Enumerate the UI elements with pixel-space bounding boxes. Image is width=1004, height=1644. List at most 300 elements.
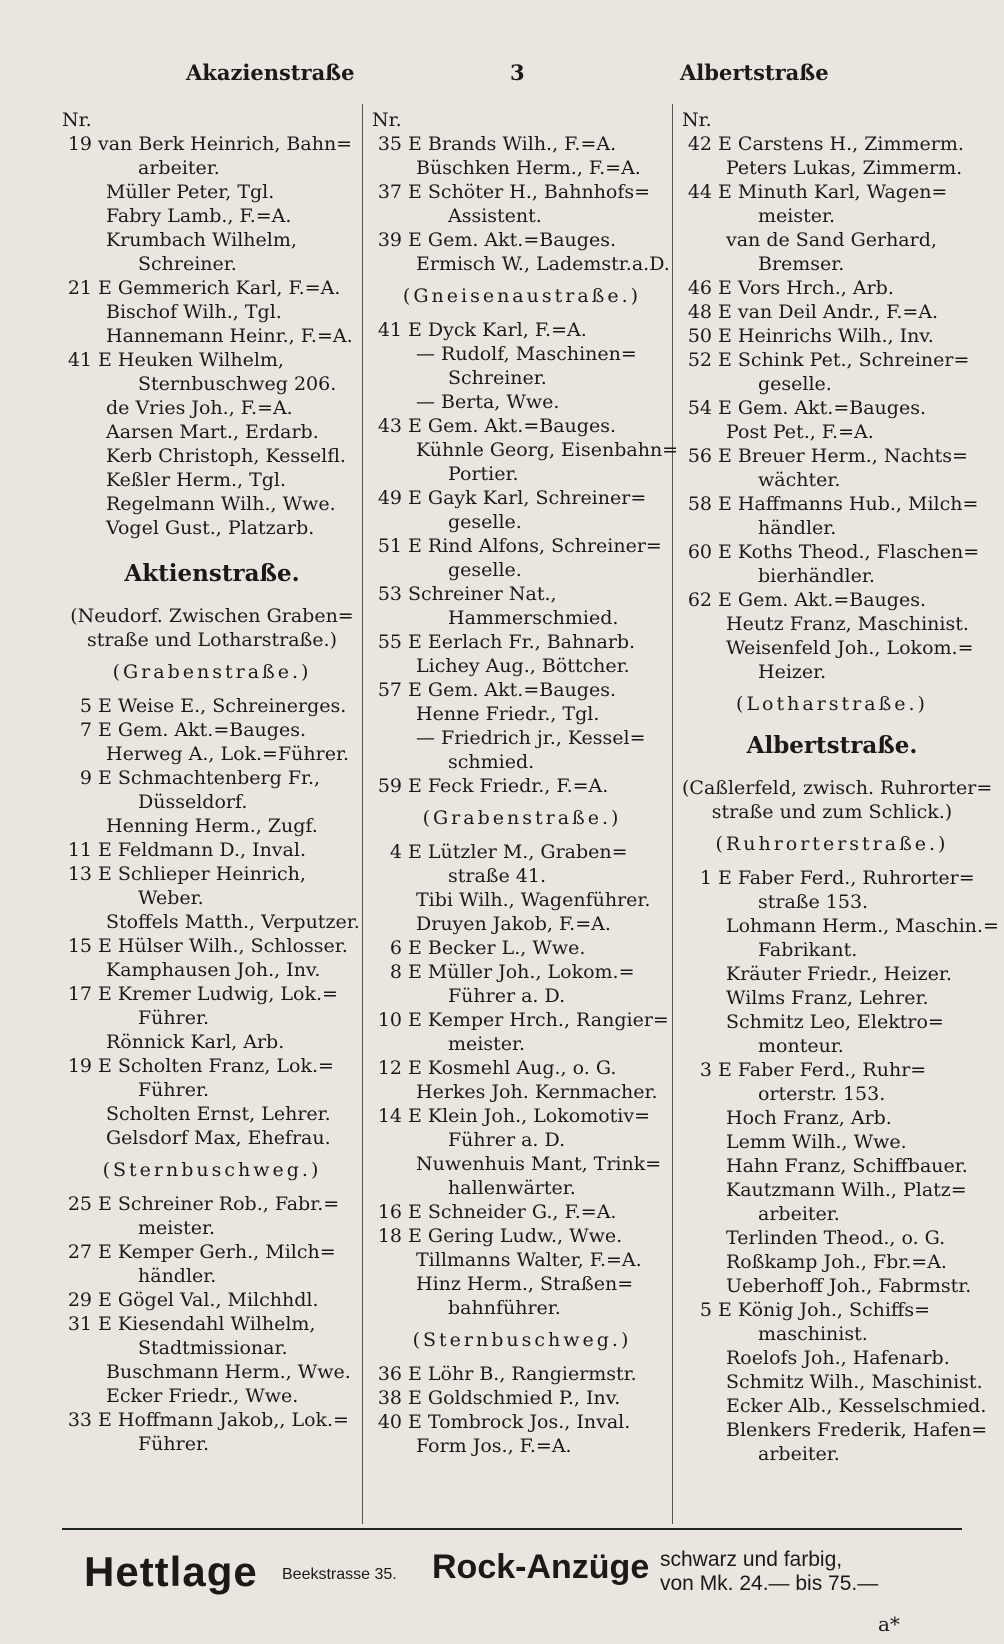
directory-line: [682, 420, 982, 444]
entry-text: Düsseldorf.: [138, 791, 248, 813]
entry-text: E Brands Wilh., F.=A.: [408, 133, 617, 155]
directory-line: [62, 1264, 362, 1288]
house-number: 46: [687, 277, 712, 299]
entry-text: Ueberhoff Joh., Fabrmstr.: [726, 1275, 972, 1297]
cross-street: [62, 652, 362, 694]
entry-text: straße 41.: [448, 865, 546, 887]
entry-text: E Becker L., Wwe.: [408, 937, 586, 959]
directory-line: [62, 348, 362, 372]
directory-line: [62, 276, 362, 300]
directory-line: [62, 790, 362, 814]
directory-line: [682, 914, 999, 938]
directory-line: [62, 420, 362, 444]
house-number: 42: [687, 133, 712, 155]
house-number: 48: [687, 301, 712, 323]
house-number: 33: [67, 1409, 92, 1431]
house-number: 6: [389, 937, 402, 959]
entry-text: (Grabenstraße.): [422, 807, 622, 829]
house-number: 16: [377, 1201, 402, 1223]
entry-text: E Faber Ferd., Ruhr=: [718, 1059, 927, 1081]
directory-line: [372, 510, 672, 534]
entry-text: Stadtmissionar.: [138, 1337, 288, 1359]
entry-text: E König Joh., Schiffs=: [718, 1299, 931, 1321]
house-number: 4: [389, 841, 402, 863]
entry-text: meister.: [448, 1033, 526, 1055]
entry-text: Schmitz Leo, Elektro=: [726, 1011, 944, 1033]
house-number: 10: [377, 1009, 402, 1031]
directory-line: [372, 342, 672, 366]
directory-line: [62, 1336, 362, 1360]
directory-line: [372, 156, 672, 180]
directory-line: [62, 862, 362, 886]
house-number: 58: [687, 493, 712, 515]
house-number: 53: [377, 583, 402, 605]
directory-line: [62, 838, 362, 862]
directory-line: [62, 132, 362, 156]
directory-line: [62, 694, 362, 718]
house-number: 14: [377, 1105, 402, 1127]
entry-text: Peters Lukas, Zimmerm.: [726, 157, 963, 179]
directory-line: [62, 444, 362, 468]
directory-line: [372, 366, 672, 390]
entry-text: Aktienstraße.: [124, 560, 300, 587]
entry-text: Weisenfeld Joh., Lokom.=: [726, 637, 974, 659]
entry-text: Kautzmann Wilh., Platz=: [726, 1179, 967, 1201]
directory-line: [682, 636, 982, 660]
entry-text: straße 153.: [758, 891, 869, 913]
directory-line: [682, 1394, 987, 1418]
directory-line: [682, 1130, 982, 1154]
entry-text: bierhändler.: [758, 565, 875, 587]
advert-brand: Hettlage: [84, 1548, 258, 1595]
house-number: 57: [377, 679, 402, 701]
entry-text: E Minuth Karl, Wagen=: [718, 181, 948, 203]
entry-text: Fabrikant.: [758, 939, 858, 961]
column-divider: [672, 104, 673, 1524]
entry-text: E Weise E., Schreinerges.: [98, 695, 347, 717]
entry-text: Regelmann Wilh., Wwe.: [106, 493, 336, 515]
directory-line: [372, 750, 672, 774]
entry-text: E Breuer Herm., Nachts=: [718, 445, 968, 467]
directory-line: [372, 1008, 672, 1032]
entry-text: Kerb Christoph, Kesselfl.: [106, 445, 346, 467]
section-title: [682, 726, 982, 776]
entry-text: Tillmanns Walter, F.=A.: [416, 1249, 642, 1271]
entry-text: E Tombrock Jos., Inval.: [408, 1411, 631, 1433]
house-number: 55: [377, 631, 402, 653]
entry-text: — Berta, Wwe.: [416, 391, 560, 413]
directory-line: [372, 1176, 672, 1200]
entry-text: Schreiner.: [448, 367, 547, 389]
entry-text: Herweg A., Lok.=Führer.: [106, 743, 349, 765]
directory-line: [372, 1272, 672, 1296]
entry-text: meister.: [138, 1217, 216, 1239]
entry-text: monteur.: [758, 1035, 844, 1057]
entry-text: Keßler Herm., Tgl.: [106, 469, 287, 491]
house-number: 5: [699, 1299, 712, 1321]
header-left-street: Akazienstraße: [186, 60, 355, 85]
column-1: [62, 108, 362, 1456]
entry-text: E Klein Joh., Lokomotiv=: [408, 1105, 651, 1127]
entry-text: Kühnle Georg, Eisenbahn=: [416, 439, 679, 461]
entry-text: E Müller Joh., Lokom.=: [408, 961, 635, 983]
entry-text: E Kemper Hrch., Rangier=: [408, 1009, 669, 1031]
entry-text: E Hoffmann Jakob,, Lok.=: [98, 1409, 349, 1431]
entry-text: Fabry Lamb., F.=A.: [106, 205, 292, 227]
entry-text: Aarsen Mart., Erdarb.: [106, 421, 319, 443]
directory-line: [682, 180, 982, 204]
entry-text: maschinist.: [758, 1323, 868, 1345]
advert-price-line1: schwarz und farbig,: [660, 1548, 843, 1571]
entry-text: Form Jos., F.=A.: [416, 1435, 572, 1457]
directory-line: [682, 962, 982, 986]
entry-text: E Schreiner Rob., Fabr.=: [98, 1193, 340, 1215]
directory-line: [372, 1128, 672, 1152]
entry-text: (Caßlerfeld, zwisch. Ruhrorter=: [682, 777, 993, 799]
directory-line: [62, 628, 362, 652]
house-number: 39: [377, 229, 402, 251]
directory-line: [62, 1288, 362, 1312]
house-number: 27: [67, 1241, 92, 1263]
house-number: 3: [699, 1059, 712, 1081]
entry-text: Führer.: [138, 1433, 210, 1455]
entry-text: Portier.: [448, 463, 519, 485]
entry-text: (Sternbuschweg.): [412, 1329, 632, 1351]
entry-text: van Berk Heinrich, Bahn=: [98, 133, 353, 155]
entry-text: Ermisch W., Lademstr.a.D.: [416, 253, 670, 275]
entry-text: Schmitz Wilh., Maschinist.: [726, 1371, 983, 1393]
entry-text: Terlinden Theod., o. G.: [726, 1227, 946, 1249]
house-number: 59: [377, 775, 402, 797]
advert-product: Rock-Anzüge: [432, 1548, 650, 1586]
entry-text: Führer a. D.: [448, 1129, 566, 1151]
house-number: 36: [377, 1363, 402, 1385]
entry-text: arbeiter.: [758, 1203, 840, 1225]
directory-line: [682, 1322, 982, 1346]
house-number: 56: [687, 445, 712, 467]
directory-line: [682, 1442, 982, 1466]
entry-text: Albertstraße.: [746, 732, 918, 759]
entry-text: Roßkamp Joh., Fbr.=A.: [726, 1251, 947, 1273]
entry-text: E Faber Ferd., Ruhrorter=: [718, 867, 975, 889]
house-number: 18: [377, 1225, 402, 1247]
directory-line: [682, 252, 982, 276]
cross-street: [372, 276, 672, 318]
cross-street: [682, 684, 982, 726]
entry-text: geselle.: [448, 559, 522, 581]
entry-text: E Haffmanns Hub., Milch=: [718, 493, 979, 515]
directory-line: [682, 986, 982, 1010]
directory-line: [372, 864, 672, 888]
directory-line: [372, 252, 672, 276]
advert-address: Beekstrasse 35.: [282, 1566, 397, 1583]
house-number: 17: [67, 983, 92, 1005]
directory-line: [62, 204, 362, 228]
directory-line: [372, 582, 672, 606]
directory-line: [682, 588, 982, 612]
entry-text: straße und Lotharstraße.): [87, 629, 337, 651]
entry-text: E Gem. Akt.=Bauges.: [718, 589, 926, 611]
house-number: 49: [377, 487, 402, 509]
entry-text: händler.: [138, 1265, 217, 1287]
entry-text: Weber.: [138, 887, 204, 909]
house-number: 13: [67, 863, 92, 885]
entry-text: Gelsdorf Max, Ehefrau.: [106, 1127, 331, 1149]
entry-text: (Sternbuschweg.): [102, 1159, 322, 1181]
directory-line: [372, 912, 672, 936]
house-number: 15: [67, 935, 92, 957]
directory-line: [682, 444, 982, 468]
entry-text: E Gering Ludw., Wwe.: [408, 1225, 623, 1247]
cross-street: [62, 1150, 362, 1192]
house-number: 8: [389, 961, 402, 983]
entry-text: — Friedrich jr., Kessel=: [416, 727, 646, 749]
directory-line: [682, 1226, 982, 1250]
column-3: [682, 108, 999, 1466]
directory-line: [62, 958, 362, 982]
entry-text: Buschmann Herm., Wwe.: [106, 1361, 351, 1383]
directory-line: [682, 348, 982, 372]
directory-line: [372, 936, 672, 960]
advert-price: [660, 1548, 878, 1596]
directory-line: [62, 1384, 362, 1408]
entry-text: Lohmann Herm., Maschin.=: [726, 915, 999, 937]
directory-line: [682, 1034, 982, 1058]
directory-line: [62, 742, 362, 766]
entry-text: Bremser.: [758, 253, 845, 275]
entry-text: (Gneisenaustraße.): [402, 285, 642, 307]
house-number: 38: [377, 1387, 402, 1409]
entry-text: Stoffels Matth., Verputzer.: [106, 911, 360, 933]
directory-line: [62, 156, 362, 180]
entry-text: Lemm Wilh., Wwe.: [726, 1131, 907, 1153]
entry-text: Nr.: [62, 109, 92, 131]
directory-line: [62, 886, 362, 910]
entry-text: Blenkers Frederik, Hafen=: [726, 1419, 988, 1441]
directory-line: [682, 660, 982, 684]
house-number: 43: [377, 415, 402, 437]
directory-line: [372, 1056, 672, 1080]
directory-line: [372, 1104, 672, 1128]
entry-text: E Feldmann D., Inval.: [98, 839, 306, 861]
entry-text: Post Pet., F.=A.: [726, 421, 874, 443]
directory-line: [682, 204, 982, 228]
entry-text: orterstr. 153.: [758, 1083, 886, 1105]
directory-line: [62, 1006, 362, 1030]
entry-text: arbeiter.: [758, 1443, 840, 1465]
entry-text: Vogel Gust., Platzarb.: [106, 517, 315, 539]
entry-text: E Heinrichs Wilh., Inv.: [718, 325, 934, 347]
directory-line: [372, 318, 672, 342]
entry-text: Assistent.: [448, 205, 542, 227]
cross-street: [372, 798, 672, 840]
directory-line: [62, 1192, 362, 1216]
directory-line: [372, 390, 672, 414]
entry-text: E Koths Theod., Flaschen=: [718, 541, 980, 563]
entry-text: (Grabenstraße.): [112, 661, 312, 683]
directory-line: [372, 414, 672, 438]
entry-text: Nuwenhuis Mant, Trink=: [416, 1153, 662, 1175]
entry-text: Hammerschmied.: [448, 607, 619, 629]
directory-line: [372, 1200, 672, 1224]
entry-text: meister.: [758, 205, 836, 227]
directory-line: [372, 204, 672, 228]
entry-text: E Heuken Wilhelm,: [98, 349, 284, 371]
directory-line: [682, 800, 982, 824]
directory-line: [62, 300, 362, 324]
entry-text: E Gem. Akt.=Bauges.: [408, 229, 616, 251]
house-number: 40: [377, 1411, 402, 1433]
directory-line: [372, 438, 679, 462]
directory-line: [372, 108, 672, 132]
house-number: 21: [67, 277, 92, 299]
cross-street: [682, 824, 982, 866]
entry-text: E Kosmehl Aug., o. G.: [408, 1057, 617, 1079]
entry-text: geselle.: [758, 373, 832, 395]
directory-line: [682, 1274, 982, 1298]
entry-text: Ecker Friedr., Wwe.: [106, 1385, 299, 1407]
directory-line: [62, 516, 362, 540]
directory-line: [62, 982, 362, 1006]
entry-text: Ecker Alb., Kesselschmied.: [726, 1395, 987, 1417]
directory-line: [372, 180, 672, 204]
directory-line: [372, 1248, 672, 1272]
entry-text: Roelofs Joh., Hafenarb.: [726, 1347, 950, 1369]
entry-text: Führer.: [138, 1007, 210, 1029]
directory-line: [682, 276, 982, 300]
directory-line: [372, 462, 672, 486]
entry-text: Hahn Franz, Schiffbauer.: [726, 1155, 968, 1177]
directory-line: [682, 938, 982, 962]
entry-text: E Schlieper Heinrich,: [98, 863, 306, 885]
directory-line: [372, 726, 672, 750]
entry-text: E Vors Hrch., Arb.: [718, 277, 894, 299]
directory-line: [682, 890, 982, 914]
directory-line: [682, 228, 982, 252]
directory-line: [682, 1010, 982, 1034]
entry-text: E Eerlach Fr., Bahnarb.: [408, 631, 636, 653]
entry-text: händler.: [758, 517, 837, 539]
entry-text: — Rudolf, Maschinen=: [416, 343, 637, 365]
entry-text: E Dyck Karl, F.=A.: [408, 319, 587, 341]
directory-line: [682, 612, 982, 636]
directory-line: [372, 132, 672, 156]
entry-text: Führer a. D.: [448, 985, 566, 1007]
entry-text: van de Sand Gerhard,: [726, 229, 937, 251]
house-number: 52: [687, 349, 712, 371]
entry-text: Scholten Ernst, Lehrer.: [106, 1103, 331, 1125]
house-number: 41: [67, 349, 92, 371]
directory-line: [372, 1080, 672, 1104]
entry-text: Schreiner.: [138, 253, 237, 275]
entry-text: (Lotharstraße.): [736, 693, 928, 715]
directory-line: [62, 1126, 362, 1150]
entry-text: E Kremer Ludwig, Lok.=: [98, 983, 338, 1005]
entry-text: Hannemann Heinr., F.=A.: [106, 325, 353, 347]
house-number: 60: [687, 541, 712, 563]
directory-line: [372, 702, 672, 726]
entry-text: E Feck Friedr., F.=A.: [408, 775, 609, 797]
directory-line: [372, 486, 672, 510]
directory-line: [372, 1296, 672, 1320]
house-number: 41: [377, 319, 402, 341]
house-number: 5: [79, 695, 92, 717]
directory-line: [372, 678, 672, 702]
directory-line: [62, 492, 362, 516]
directory-line: [62, 1240, 362, 1264]
directory-line: [62, 814, 362, 838]
entry-text: Schreiner Nat.,: [408, 583, 557, 605]
house-number: 35: [377, 133, 402, 155]
directory-line: [682, 866, 982, 890]
directory-line: [62, 1054, 362, 1078]
house-number: 7: [79, 719, 92, 741]
directory-line: [682, 776, 993, 800]
entry-text: Henne Friedr., Tgl.: [416, 703, 600, 725]
entry-text: E Rind Alfons, Schreiner=: [408, 535, 662, 557]
entry-text: E Gögel Val., Milchhdl.: [98, 1289, 319, 1311]
directory-line: [682, 1082, 982, 1106]
house-number: 9: [79, 767, 92, 789]
directory-line: [682, 132, 982, 156]
directory-line: [682, 564, 982, 588]
directory-line: [682, 372, 982, 396]
directory-line: [372, 960, 672, 984]
entry-text: (Ruhrorterstraße.): [715, 833, 949, 855]
directory-line: [372, 1224, 672, 1248]
entry-text: Rönnick Karl, Arb.: [106, 1031, 285, 1053]
house-number: 62: [687, 589, 712, 611]
directory-line: [682, 540, 982, 564]
entry-text: Bischof Wilh., Tgl.: [106, 301, 282, 323]
entry-text: E Gem. Akt.=Bauges.: [408, 415, 616, 437]
directory-line: [682, 156, 982, 180]
entry-text: E Goldschmied P., Inv.: [408, 1387, 621, 1409]
directory-line: [682, 1370, 982, 1394]
entry-text: Tibi Wilh., Wagenführer.: [416, 889, 651, 911]
directory-line: [62, 180, 362, 204]
directory-line: [682, 1154, 982, 1178]
house-number: 19: [67, 133, 92, 155]
directory-line: [62, 1078, 362, 1102]
house-number: 50: [687, 325, 712, 347]
cross-street: [372, 1320, 672, 1362]
entry-text: E Scholten Franz, Lok.=: [98, 1055, 334, 1077]
directory-line: [372, 1032, 672, 1056]
entry-text: Wilms Franz, Lehrer.: [726, 987, 929, 1009]
entry-text: Müller Peter, Tgl.: [106, 181, 275, 203]
directory-line: [682, 1058, 982, 1082]
directory-line: [62, 372, 362, 396]
entry-text: E Kemper Gerh., Milch=: [98, 1241, 336, 1263]
entry-text: E van Deil Andr., F.=A.: [718, 301, 939, 323]
house-number: 31: [67, 1313, 92, 1335]
entry-text: wächter.: [758, 469, 841, 491]
directory-line: [62, 1360, 362, 1384]
directory-line: [62, 324, 362, 348]
house-number: 25: [67, 1193, 92, 1215]
directory-line: [682, 492, 982, 516]
entry-text: Hoch Franz, Arb.: [726, 1107, 892, 1129]
directory-line: [372, 606, 672, 630]
entry-text: (Neudorf. Zwischen Graben=: [70, 605, 354, 627]
entry-text: Kräuter Friedr., Heizer.: [726, 963, 952, 985]
advert-rule: [62, 1528, 962, 1530]
entry-text: Hinz Herm., Straßen=: [416, 1273, 634, 1295]
directory-line: [62, 1216, 362, 1240]
directory-line: [62, 1102, 362, 1126]
entry-text: E Schneider G., F.=A.: [408, 1201, 617, 1223]
